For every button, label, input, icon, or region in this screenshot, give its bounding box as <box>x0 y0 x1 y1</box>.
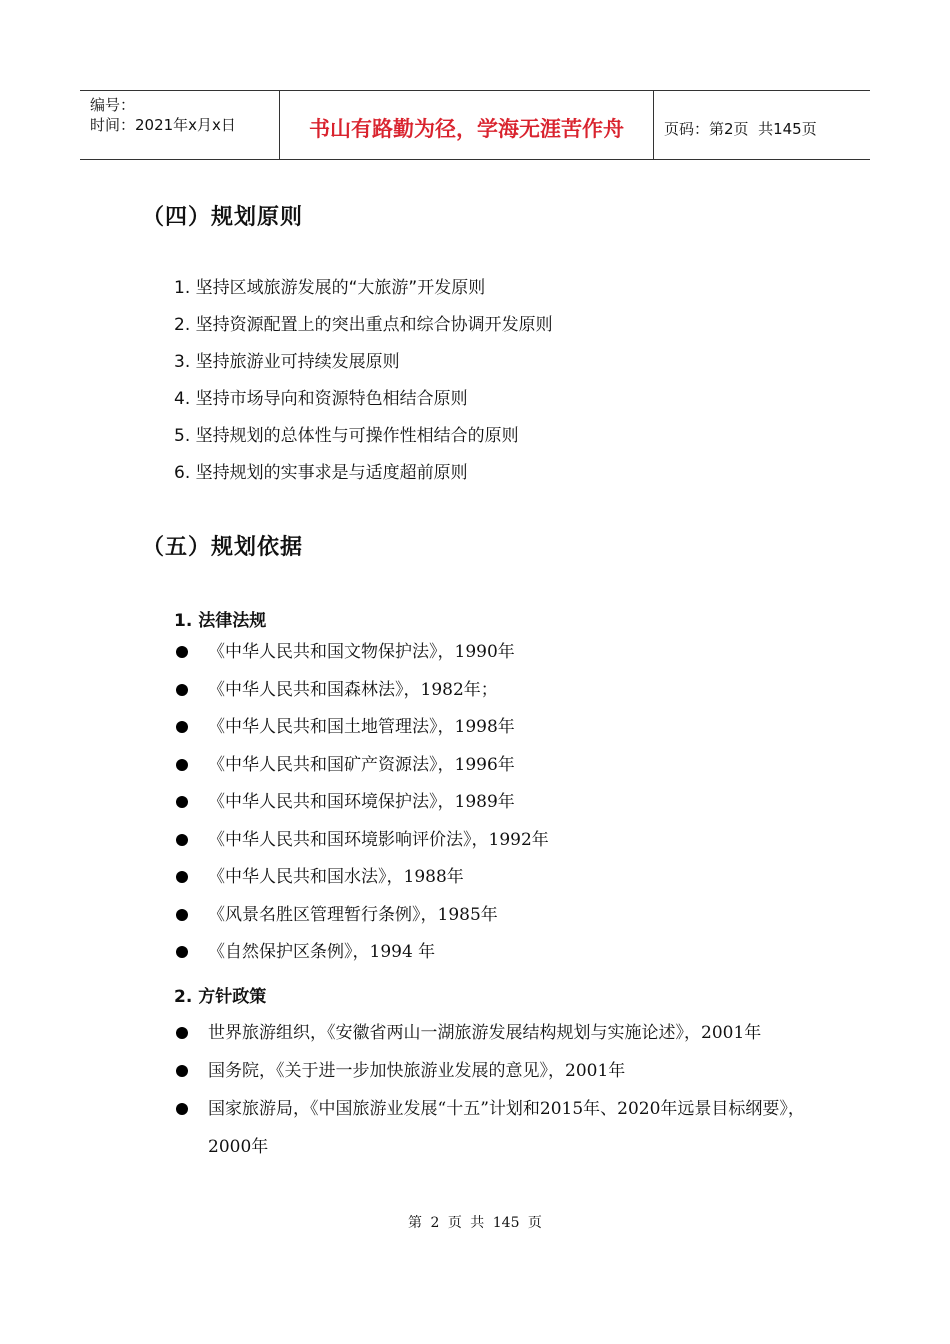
header-page-cell <box>654 91 870 159</box>
list-item <box>176 903 828 927</box>
bullet-icon <box>176 796 188 808</box>
header-meta-cell <box>80 91 280 159</box>
principles-list <box>174 276 553 498</box>
list-item-text: 《中华人民共和国文物保护法》，1990年 <box>208 642 515 662</box>
bullet-icon <box>176 721 188 733</box>
policies-list <box>176 1014 828 1166</box>
list-item-text: 《自然保护区条例》，1994 年 <box>208 942 436 962</box>
list-item <box>176 1014 828 1052</box>
list-item: 6. 坚持规划的实事求是与适度超前原则 <box>174 463 468 483</box>
list-item <box>176 1052 828 1090</box>
list-item-text: 《风景名胜区管理暂行条例》，1985年 <box>208 904 498 925</box>
section-title-principles: （四）规划原则 <box>142 205 304 230</box>
bullet-icon <box>176 909 188 921</box>
list-item-text: 世界旅游组织，《安徽省两山一湖旅游发展结构规划与实施论述》，2001年 <box>208 1023 762 1043</box>
list-item <box>176 753 828 777</box>
document-time-label: 时间：2021年x月x日 <box>90 116 236 134</box>
bullet-icon <box>176 1027 188 1039</box>
list-item-text: 国家旅游局，《中国旅游业发展“十五”计划和2015年、2020年远景目标纲要》，2000年 <box>208 1099 805 1157</box>
list-item <box>176 790 828 814</box>
list-item <box>176 828 828 852</box>
list-item: 2. 坚持资源配置上的突出重点和综合协调开发原则 <box>174 315 553 335</box>
bullet-icon <box>176 684 188 696</box>
bullet-icon <box>176 646 188 658</box>
section-title-basis: （五）规划依据 <box>142 535 304 560</box>
document-number-label: 编号： <box>90 96 136 114</box>
list-item: 4. 坚持市场导向和资源特色相结合原则 <box>174 389 468 409</box>
bullet-icon <box>176 1065 188 1077</box>
list-item: 1. 坚持区域旅游发展的“大旅游”开发原则 <box>174 278 486 298</box>
laws-list <box>176 640 828 978</box>
list-item-text: 《中华人民共和国土地管理法》，1998年 <box>208 717 515 737</box>
list-item <box>176 715 828 739</box>
list-item <box>176 1090 828 1166</box>
list-item-text: 《中华人民共和国森林法》，1982年； <box>208 679 498 700</box>
list-item-text: 《中华人民共和国水法》，1988年 <box>208 867 464 887</box>
laws-heading: 1. 法律法规 <box>174 611 267 631</box>
list-item <box>176 940 828 964</box>
document-header <box>80 90 870 160</box>
list-item: 3. 坚持旅游业可持续发展原则 <box>174 352 400 372</box>
list-item <box>176 678 828 702</box>
list-item <box>176 865 828 889</box>
list-item-text: 《中华人民共和国矿产资源法》，1996年 <box>208 754 515 775</box>
header-motto: 书山有路勤为径，学海无涯苦作舟 <box>280 91 654 159</box>
list-item-text: 国务院，《关于进一步加快旅游业发展的意见》，2001年 <box>208 1061 626 1081</box>
bullet-icon <box>176 834 188 846</box>
list-item-text: 《中华人民共和国环境影响评价法》，1992年 <box>208 829 549 850</box>
policies-heading: 2. 方针政策 <box>174 987 267 1007</box>
header-page-label: 页码：第2页 共145页 <box>664 119 817 138</box>
list-item <box>176 640 828 664</box>
bullet-icon <box>176 871 188 883</box>
bullet-icon <box>176 1103 188 1115</box>
bullet-icon <box>176 759 188 771</box>
page-footer: 第 2 页 共 145 页 <box>408 1215 542 1231</box>
bullet-icon <box>176 946 188 958</box>
list-item-text: 《中华人民共和国环境保护法》，1989年 <box>208 792 515 812</box>
list-item: 5. 坚持规划的总体性与可操作性相结合的原则 <box>174 426 519 446</box>
